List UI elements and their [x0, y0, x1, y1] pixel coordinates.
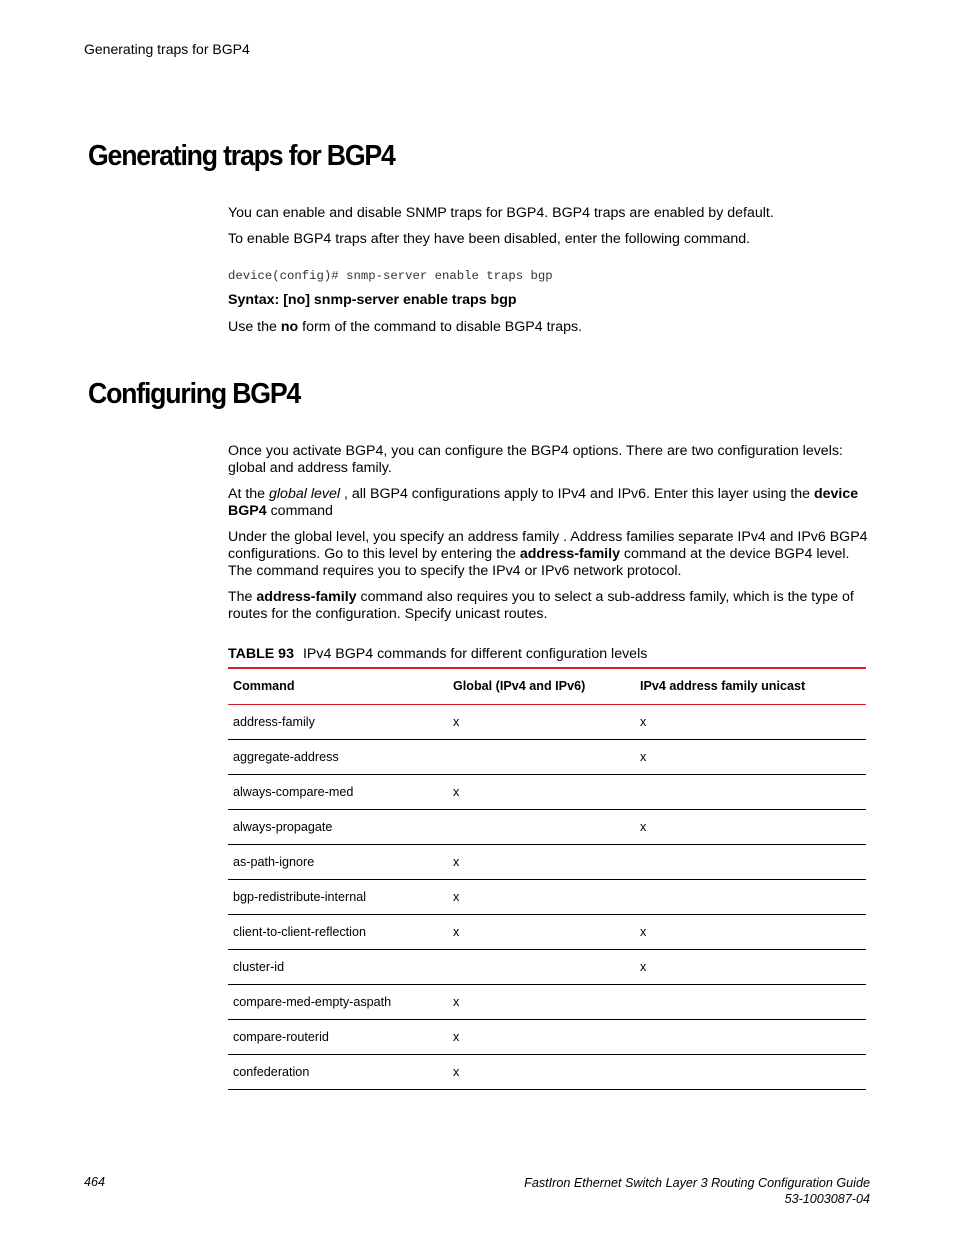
table-row — [228, 775, 866, 810]
table-row — [228, 740, 866, 775]
paragraph — [228, 319, 868, 336]
global-cell: x — [453, 1030, 460, 1044]
global-cell: x — [453, 995, 460, 1009]
command-cell: bgp-redistribute-internal — [233, 890, 367, 904]
paragraph — [228, 529, 868, 580]
table-row — [228, 845, 866, 880]
paragraph: You can enable and disable SNMP traps for BGP4. BGP4 traps are enabled by default. — [228, 205, 774, 221]
table-row — [228, 915, 866, 950]
command-cell: address-family — [233, 715, 315, 729]
command-cell: always-compare-med — [233, 785, 354, 799]
syntax-line: Syntax: [no] snmp-server enable traps bgp — [228, 292, 517, 308]
code-example: device(config)# snmp-server enable traps bgp — [228, 269, 553, 283]
doc-info — [524, 1175, 870, 1207]
global-cell: x — [453, 1065, 460, 1079]
keyword: address-family — [519, 546, 620, 562]
table-label: TABLE 93 — [228, 646, 294, 662]
paragraph — [228, 589, 868, 623]
keyword: device BGP4 — [228, 486, 859, 519]
text-run: command also requires you to select a sub-address family, which is the type of routes for the configuration. Specify unicast routes. — [228, 589, 854, 622]
af-unicast-cell: x — [640, 820, 647, 834]
text-run: form of the command to disable BGP4 traps. — [298, 319, 583, 335]
text-run: , all BGP4 configurations apply to IPv4 and IPv6. Enter this layer using the — [340, 486, 814, 502]
paragraph: To enable BGP4 traps after they have been disabled, enter the following command. — [228, 231, 751, 247]
global-cell: x — [453, 785, 460, 799]
af-unicast-cell: x — [640, 925, 647, 939]
table-header-row — [228, 669, 866, 705]
running-header: Generating traps for BGP4 — [84, 41, 250, 57]
global-cell: x — [453, 715, 460, 729]
keyword: no — [280, 319, 299, 335]
page-number: 464 — [84, 1175, 106, 1189]
command-cell: compare-routerid — [233, 1030, 329, 1044]
global-cell: x — [453, 890, 460, 904]
command-cell: as-path-ignore — [233, 855, 315, 869]
emphasis: global level — [269, 486, 341, 502]
column-header: Command — [233, 679, 295, 693]
command-cell: compare-med-empty-aspath — [233, 995, 392, 1009]
doc-title: FastIron Ethernet Switch Layer 3 Routing Configuration Guide — [524, 1176, 870, 1190]
table-caption — [228, 646, 647, 662]
command-cell: confederation — [233, 1065, 310, 1079]
text-run: Use the — [228, 319, 281, 335]
global-cell: x — [453, 925, 460, 939]
table-row — [228, 880, 866, 915]
paragraph: Once you activate BGP4, you can configure the BGP4 options. There are two configuration levels: global and address family. — [228, 443, 843, 476]
command-cell: aggregate-address — [233, 750, 339, 764]
table-row — [228, 1055, 866, 1090]
keyword: address-family — [256, 589, 357, 605]
doc-number: 53-1003087-04 — [784, 1192, 870, 1206]
af-unicast-cell: x — [640, 715, 647, 729]
af-unicast-cell: x — [640, 750, 647, 764]
table-caption-text: IPv4 BGP4 commands for different configuration levels — [302, 646, 648, 662]
text-run: command — [266, 503, 333, 519]
global-cell: x — [453, 855, 460, 869]
table-row — [228, 950, 866, 985]
text-run: Under the global level, you specify an address family . Address families separate IPv4 and IPv6 BGP4 configurations. Go to this level by entering the — [228, 529, 868, 562]
table-row — [228, 705, 866, 740]
command-cell: cluster-id — [233, 960, 285, 974]
section-title-configuring: Configuring BGP4 — [88, 378, 301, 410]
commands-table — [228, 667, 866, 1090]
column-header: IPv4 address family unicast — [640, 679, 806, 693]
paragraph — [228, 486, 868, 520]
command-cell: always-propagate — [233, 820, 333, 834]
text-run: The — [228, 589, 257, 605]
column-header: Global (IPv4 and IPv6) — [453, 679, 586, 693]
command-cell: client-to-client-reflection — [233, 925, 366, 939]
table-row — [228, 810, 866, 845]
text-run: At the — [228, 486, 270, 502]
table-row — [228, 1020, 866, 1055]
af-unicast-cell: x — [640, 960, 647, 974]
text-run: command at the device BGP4 level. The command requires you to specify the IPv4 or IPv6 network protocol. — [228, 546, 850, 579]
table-row — [228, 985, 866, 1020]
section-title-traps: Generating traps for BGP4 — [88, 140, 395, 172]
